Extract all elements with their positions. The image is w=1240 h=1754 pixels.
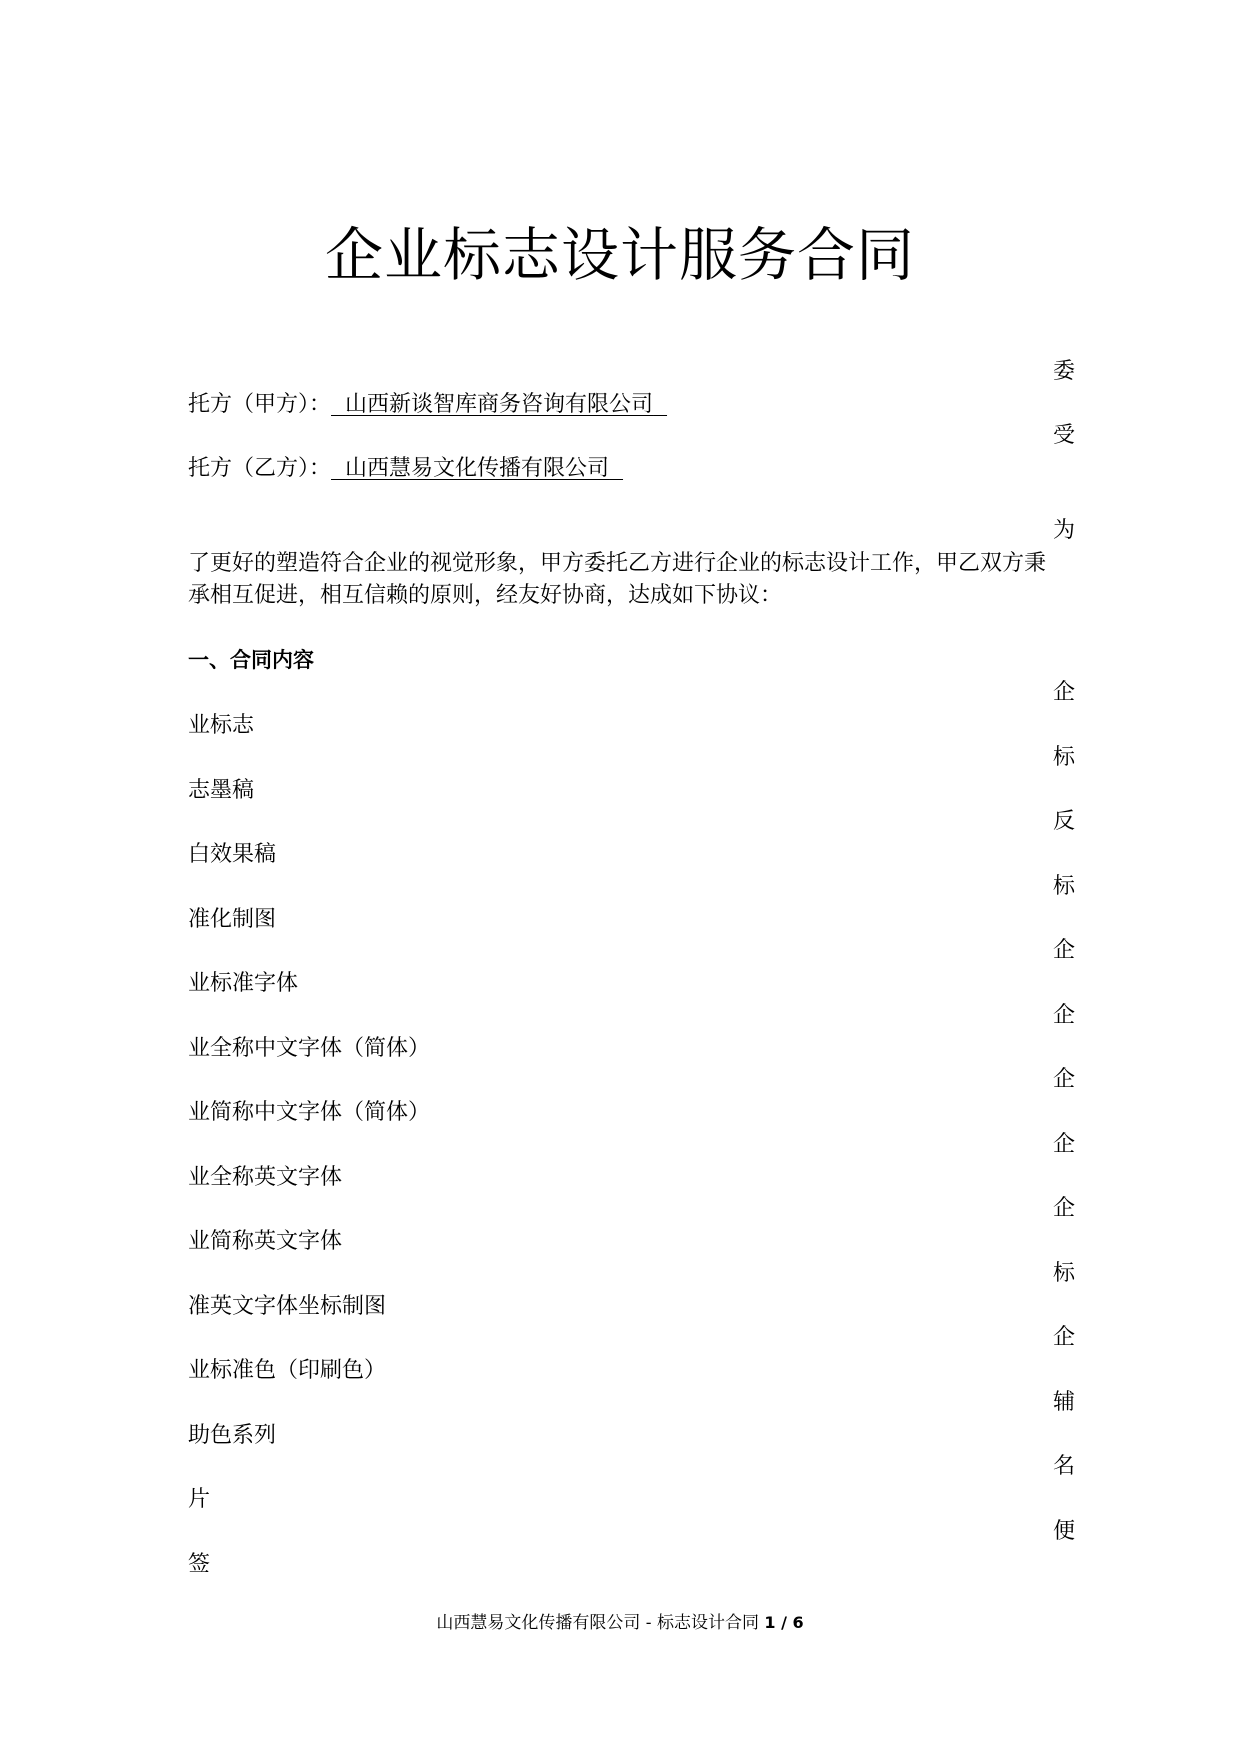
party-b-value: 山西慧易文化传播有限公司 (345, 456, 610, 481)
item-prefix-char: 企 (1053, 938, 1076, 963)
intro-prefix: 为 (1053, 518, 1076, 543)
page-number: 1 / 6 (764, 1613, 804, 1632)
party-b-prefix: 受 (1053, 423, 1076, 448)
item-text: 业简称中文字体（简体） (188, 1100, 431, 1125)
item-prefix-char: 便 (1053, 1519, 1076, 1544)
item-prefix-char: 企 (1053, 1196, 1076, 1221)
item-text: 志墨稿 (188, 778, 255, 803)
party-a-value: 山西新谈智库商务咨询有限公司 (345, 392, 654, 417)
item-text: 准化制图 (188, 907, 277, 932)
page-footer (0, 1612, 1240, 1634)
item-text: 片 (188, 1487, 211, 1512)
item-prefix-char: 企 (1053, 680, 1076, 705)
item-text: 助色系列 (188, 1423, 277, 1448)
intro-line-2: 承相互促进，相互信赖的原则，经友好协商，达成如下协议： (188, 583, 783, 608)
item-text: 签 (188, 1552, 211, 1577)
item-prefix-char: 标 (1053, 1261, 1076, 1286)
item-prefix-char: 辅 (1053, 1390, 1076, 1415)
item-text: 业简称英文字体 (188, 1229, 343, 1254)
section-heading: 一、合同内容 (188, 648, 314, 672)
party-b-label: 托方（乙方）： (188, 456, 332, 481)
item-text: 业全称英文字体 (188, 1165, 343, 1190)
item-prefix-char: 企 (1053, 1003, 1076, 1028)
item-prefix-char: 反 (1053, 809, 1076, 834)
item-text: 准英文字体坐标制图 (188, 1294, 387, 1319)
party-a-label: 托方（甲方）： (188, 392, 332, 417)
item-prefix-char: 企 (1053, 1067, 1076, 1092)
item-text: 业标准字体 (188, 971, 299, 996)
item-text: 白效果稿 (188, 842, 277, 867)
item-prefix-char: 企 (1053, 1132, 1076, 1157)
item-prefix-char: 标 (1053, 745, 1076, 770)
document-title: 企业标志设计服务合同 (324, 221, 915, 289)
intro-line-1: 了更好的塑造符合企业的视觉形象，甲方委托乙方进行企业的标志设计工作，甲乙双方秉 (188, 551, 1047, 576)
item-text: 业标准色（印刷色） (188, 1358, 387, 1383)
party-b-line (188, 456, 623, 482)
footer-text: 山西慧易文化传播有限公司 - 标志设计合同 (436, 1613, 759, 1633)
party-a-prefix: 委 (1053, 359, 1076, 384)
party-a-line (188, 392, 667, 418)
item-prefix-char: 标 (1053, 874, 1076, 899)
item-prefix-char: 企 (1053, 1325, 1076, 1350)
item-prefix-char: 名 (1053, 1454, 1076, 1479)
item-text: 业标志 (188, 713, 255, 738)
item-text: 业全称中文字体（简体） (188, 1036, 431, 1061)
